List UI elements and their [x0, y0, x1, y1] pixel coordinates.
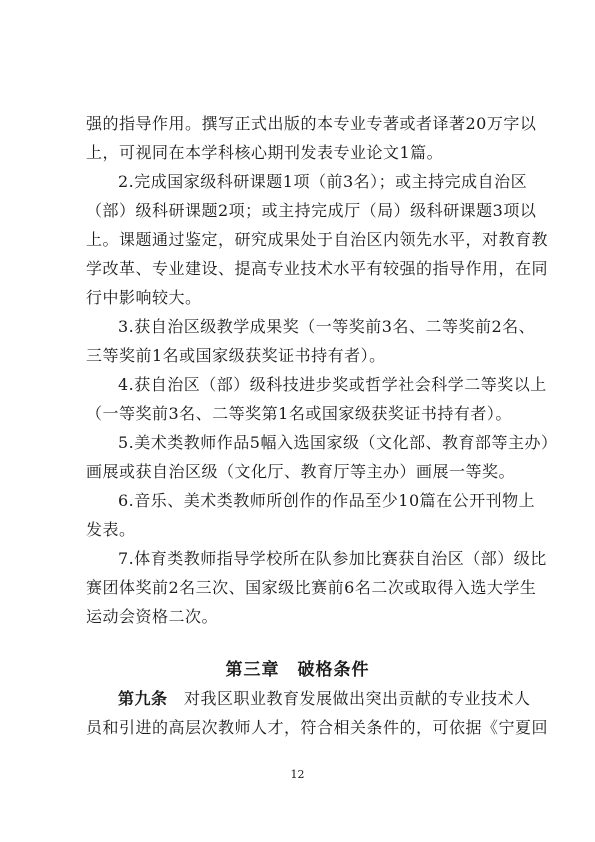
paragraph-line: 3.获自治区级教学成果奖（一等奖前3名、二等奖前2名、: [118, 317, 536, 336]
paragraph-line: 员和引进的高层次教师人才，符合相关条件的，可依据《宁夏回: [86, 718, 549, 737]
paragraph-line: 上，可视同在本学科核心期刊发表专业论文1篇。: [86, 143, 444, 162]
paragraph-line: 发表。: [86, 520, 136, 539]
article-label: 第九条: [118, 689, 168, 708]
paragraph-line: （部）级科研课题2项；或主持完成厅（局）级科研课题3项以: [86, 201, 537, 220]
paragraph-line: 上。课题通过鉴定，研究成果处于自治区内领先水平，对教育教: [86, 230, 549, 249]
chapter-heading: 第三章 破格条件: [225, 660, 370, 680]
paragraph-line: 三等奖前1名或国家级获奖证书持有者）。: [86, 346, 386, 365]
article-text: 对我区职业教育发展做出突出贡献的专业技术人: [184, 689, 531, 708]
paragraph-line: 画展或获自治区级（文化厅、教育厅等主办）画展一等奖。: [86, 462, 516, 481]
paragraph-line: 学改革、专业建设、提高专业技术水平有较强的指导作用，在同: [86, 259, 549, 278]
page-number: 12: [290, 768, 305, 781]
paragraph-line: 7.体育类教师指导学校所在队参加比赛获自治区（部）级比: [118, 549, 547, 568]
paragraph-line: 赛团体奖前2名三次、国家级比赛前6名二次或取得入选大学生: [86, 578, 537, 597]
paragraph-line: （一等奖前3名、二等奖第1名或国家级获奖证书持有者）。: [86, 404, 512, 423]
paragraph-line: 5.美术类教师作品5幅入选国家级（文化部、教育部等主办）: [118, 433, 558, 452]
paragraph-line: 2.完成国家级科研课题1项（前3名）；或主持完成自治区: [118, 172, 528, 191]
paragraph-line: 运动会资格二次。: [86, 607, 219, 626]
paragraph-line: 4.获自治区（部）级科技进步奖或哲学社会科学二等奖以上: [118, 375, 547, 394]
paragraph-line: 强的指导作用。撰写正式出版的本专业专著或者译著20万字以: [86, 114, 537, 133]
paragraph-line: 行中影响较大。: [86, 288, 202, 307]
paragraph-line: 6.音乐、美术类教师所创作的作品至少10篇在公开刊物上: [118, 491, 536, 510]
article-line: [118, 689, 531, 709]
